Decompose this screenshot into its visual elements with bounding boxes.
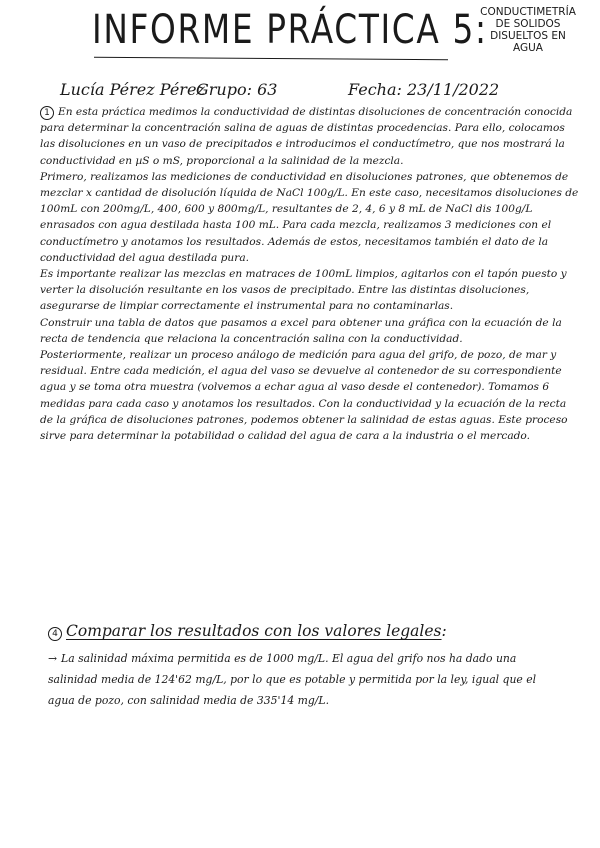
title-underline [94, 57, 448, 60]
group-number: Grupo: 63 [196, 80, 278, 99]
arrow-icon: → [48, 652, 58, 665]
paragraph: Es importante realizar las mezclas en matraces de 100mL limpios, agitarlos con el tapón puesto y verter la disolución resultante en los vasos de precipitado. Entre las distintas disoluciones, asegurarse de limpiar correctamente el instrumental para no contaminarlas. [40, 268, 567, 313]
subtitle-line: DISUELTOS EN [490, 30, 566, 42]
paragraph [40, 104, 580, 169]
author-name: Lucía Pérez Pérez [60, 80, 205, 99]
conclusion-text: La salinidad máxima permitida es de 1000 mg/L. El agua del grifo nos ha dado una salinidad media de 124'62 mg/L, por lo que es potable y permitida por la ley, igual que el agua de pozo, con salinidad media de 335'14 mg/L. [48, 652, 537, 707]
section-number-badge: 4 [48, 627, 62, 641]
heading-colon: : [441, 622, 447, 640]
subtitle-line: CONDUCTIMETRÍA [480, 6, 576, 18]
title-colon: : [475, 7, 488, 53]
section-1-body [40, 104, 580, 444]
report-title [92, 7, 488, 53]
section-4-body [48, 648, 548, 711]
section-4-heading [48, 622, 447, 641]
subtitle-line: AGUA [512, 42, 543, 54]
title-text: INFORME PRÁCTICA 5 [92, 7, 476, 53]
paragraph: Construir una tabla de datos que pasamos a excel para obtener una gráfica con la ecuación de la recta de tendencia que relaciona la concentración salina con la conductividad. [40, 316, 562, 345]
paragraph: Primero, realizamos las mediciones de conductividad en disoluciones patrones, que obtenemos de mezclar x cantidad de disolución líquida de NaCl 100g/L. En este caso, necesitamos disoluciones de 100mL con 200mg/L, 400, 600 y 800mg/L, resultantes de 2, 4, 6 y 8 mL de NaCl dis 100g/L enrasados con agua destilada hasta 100 mL. Para cada mezcla, realizamos 3 mediciones con el conductímetro y anotamos los resultados. Además de estos, necesitamos también el dato de la conductividad del agua destilada pura. [40, 170, 579, 264]
paragraph-text: En esta práctica medimos la conductividad de distintas disoluciones de concentración conocida para determinar la concentración salina de aguas de distintas procedencias. Para ello, colocamos las disoluciones en un vaso de precipitados e introducimos el conductímetro, que nos mostrará la conductividad en µS o mS, proporcional a la salinidad de la mezcla. [40, 106, 573, 167]
section-number-badge: 1 [40, 106, 54, 120]
report-date: Fecha: 23/11/2022 [348, 80, 500, 99]
report-subtitle [458, 6, 598, 54]
subtitle-line: DE SOLIDOS [495, 18, 561, 30]
paragraph: Posteriormente, realizar un proceso análogo de medición para agua del grifo, de pozo, de mar y residual. Entre cada medición, el agua del vaso se devuelve al contenedor de su correspondiente agua y se toma otra muestra (volvemos a echar agua al vaso desde el contenedor). Tomamos 6 medidas para cada caso y anotamos los resultados. Con la conductividad y la ecuación de la recta de la gráfica de disoluciones patrones, podemos obtener la salinidad de estas aguas. Este proceso sirve para determinar la potabilidad o calidad del agua de cara a la industria o el mercado. [40, 349, 568, 443]
section-heading-text: Comparar los resultados con los valores legales [66, 622, 442, 640]
